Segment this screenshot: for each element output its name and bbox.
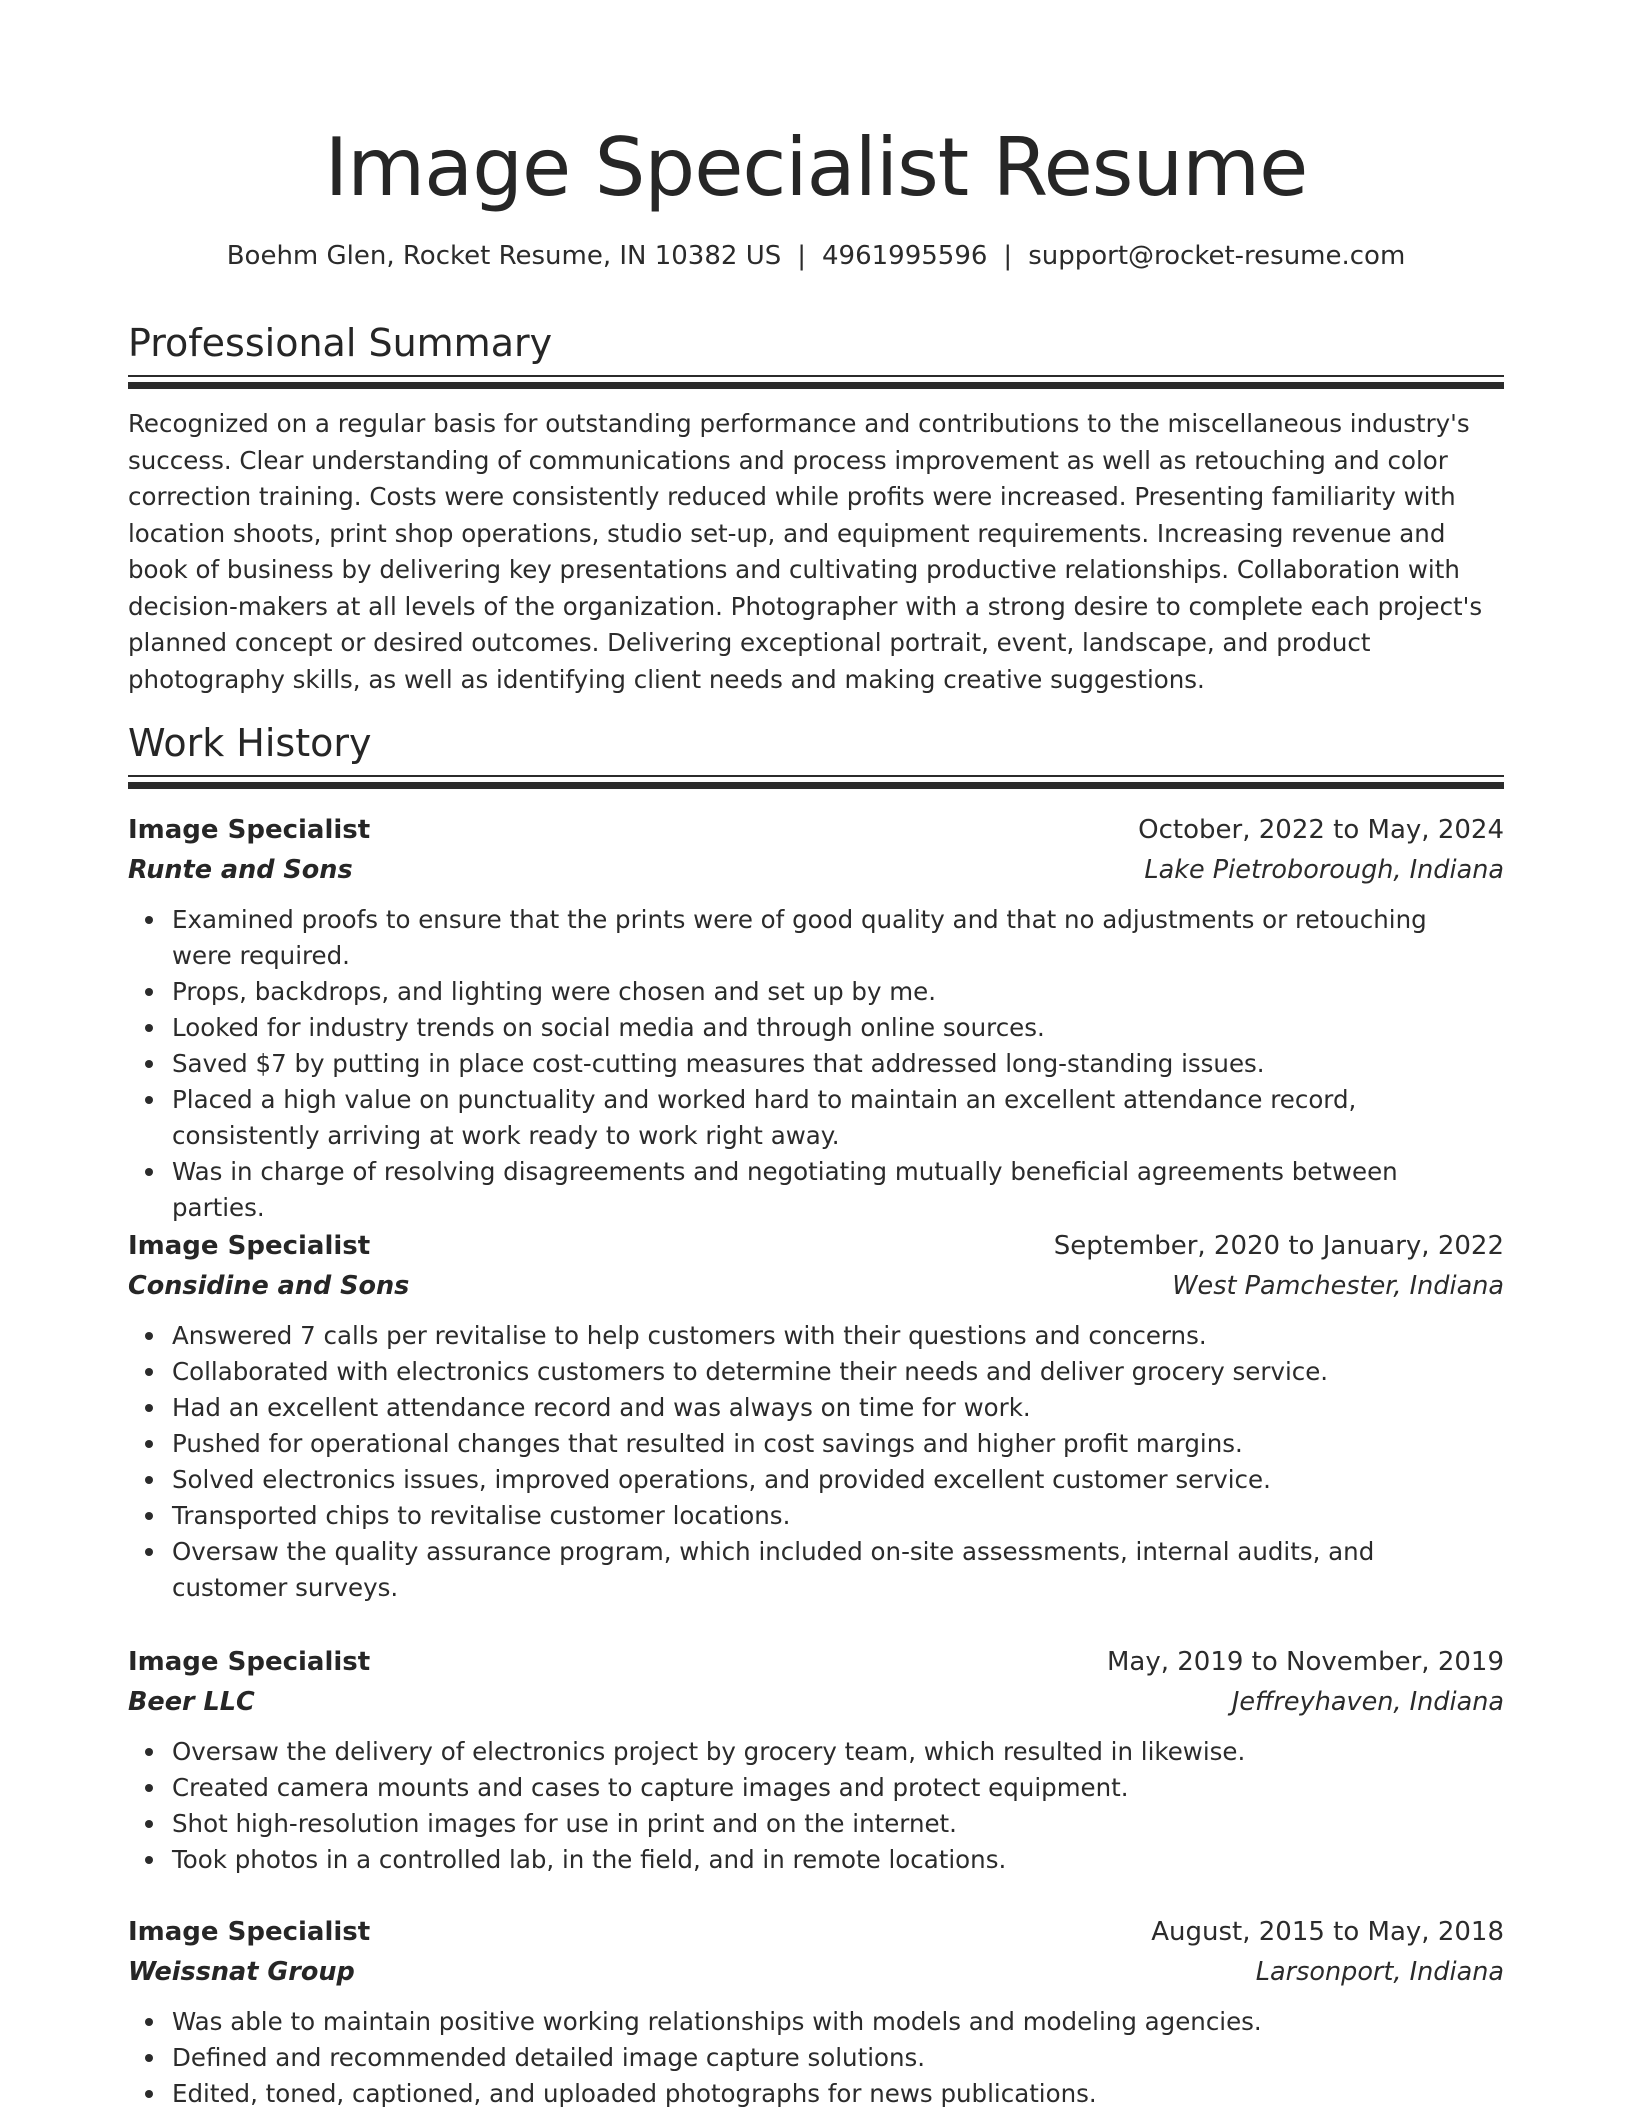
job-title: Image Specialist: [128, 1231, 371, 1261]
resume-page: [128, 0, 1504, 2112]
job-company: Weissnat Group: [128, 1957, 355, 1987]
job-bullet: Placed a high value on punctuality and worked hard to maintain an excellent attendance record, consistently arriving at work ready to work right away.: [172, 1082, 1504, 1154]
job-title: Image Specialist: [128, 1917, 371, 1947]
job-entry: [128, 810, 1504, 1226]
contact-separator: |: [1003, 241, 1013, 271]
section-divider: [128, 775, 1504, 789]
job-bullet: Collaborated with electronics customers to determine their needs and deliver grocery service.: [172, 1354, 1504, 1390]
job-company: Considine and Sons: [128, 1271, 410, 1301]
job-company: Beer LLC: [128, 1687, 255, 1717]
job-bullet: Had an excellent attendance record and was always on time for work.: [172, 1390, 1504, 1426]
job-subheader: [128, 1682, 1504, 1722]
job-bullet: Defined and recommended detailed image capture solutions.: [172, 2040, 1504, 2076]
job-bullet: Saved $7 by putting in place cost-cutting measures that addressed long-standing issues.: [172, 1046, 1504, 1082]
job-bullets: [128, 902, 1504, 1226]
job-bullet: Edited, toned, captioned, and uploaded photographs for news publications.: [172, 2076, 1504, 2112]
job-bullet: Pushed for operational changes that resulted in cost savings and higher profit margins.: [172, 1426, 1504, 1462]
contact-address: Boehm Glen, Rocket Resume, IN 10382 US: [226, 241, 782, 271]
job-bullet: Solved electronics issues, improved operations, and provided excellent customer service.: [172, 1462, 1504, 1498]
job-location: Larsonport, Indiana: [1255, 1957, 1504, 1987]
job-subheader: [128, 1266, 1504, 1306]
job-bullet: Was in charge of resolving disagreements and negotiating mutually beneficial agreements between parties.: [172, 1154, 1504, 1226]
resume-title: Image Specialist Resume: [324, 121, 1308, 214]
job-location: West Pamchester, Indiana: [1172, 1271, 1504, 1301]
summary-text: Recognized on a regular basis for outstanding performance and contributions to the miscellaneous industry's success. Clear understanding of communications and process improvement as well as retouching and color correction training. Costs were consistently reduced while profits were increased. Presenting familiarity with location shoots, print shop operations, studio set-up, and equipment requirements. Increasing revenue and book of business by delivering key presentations and cultivating productive relationships. Collaboration with decision-makers at all levels of the organization. Photographer with a strong desire to complete each project's planned concept or desired outcomes. Delivering exceptional portrait, event, landscape, and product photography skills, as well as identifying client needs and making creative suggestions.: [128, 409, 1483, 694]
job-company: Runte and Sons: [128, 855, 353, 885]
job-bullet: Transported chips to revitalise customer locations.: [172, 1498, 1504, 1534]
job-bullet: Props, backdrops, and lighting were chosen and set up by me.: [172, 974, 1504, 1010]
job-dates: September, 2020 to January, 2022: [1053, 1231, 1504, 1261]
job-bullet: Examined proofs to ensure that the prints were of good quality and that no adjustments or retouching were required.: [172, 902, 1504, 974]
job-bullets: [128, 1318, 1504, 1606]
job-bullet: Oversaw the delivery of electronics project by grocery team, which resulted in likewise.: [172, 1734, 1504, 1770]
job-bullets: [128, 2004, 1504, 2112]
job-bullets: [128, 1734, 1504, 1878]
contact-separator: |: [797, 241, 806, 271]
contact-line: [128, 236, 1504, 276]
job-title: Image Specialist: [128, 815, 371, 845]
job-header: [128, 1912, 1504, 1952]
section-title-summary: Professional Summary: [128, 321, 553, 365]
job-subheader: [128, 1952, 1504, 1992]
job-bullet: Created camera mounts and cases to capture images and protect equipment.: [172, 1770, 1504, 1806]
section-title-work-history: Work History: [128, 721, 372, 765]
job-title: Image Specialist: [128, 1647, 371, 1677]
job-location: Jeffreyhaven, Indiana: [1231, 1687, 1504, 1717]
job-subheader: [128, 850, 1504, 890]
job-dates: October, 2022 to May, 2024: [1138, 815, 1504, 845]
section-divider: [128, 375, 1504, 389]
job-header: [128, 1226, 1504, 1266]
job-entry: [128, 1912, 1504, 2112]
job-bullet: Was able to maintain positive working relationships with models and modeling agencies.: [172, 2004, 1504, 2040]
job-bullet: Took photos in a controlled lab, in the field, and in remote locations.: [172, 1842, 1504, 1878]
job-entry: [128, 1642, 1504, 1878]
job-location: Lake Pietroborough, Indiana: [1144, 855, 1504, 885]
job-header: [128, 1642, 1504, 1682]
contact-phone: 4961995596: [822, 241, 988, 271]
job-header: [128, 810, 1504, 850]
job-entry: [128, 1226, 1504, 1606]
job-bullet: Answered 7 calls per revitalise to help customers with their questions and concerns.: [172, 1318, 1504, 1354]
job-dates: May, 2019 to November, 2019: [1106, 1647, 1504, 1677]
contact-email: support@rocket-resume.com: [1028, 241, 1406, 271]
job-bullet: Looked for industry trends on social media and through online sources.: [172, 1010, 1504, 1046]
job-dates: August, 2015 to May, 2018: [1151, 1917, 1504, 1947]
job-bullet: Oversaw the quality assurance program, which included on-site assessments, internal audits, and customer surveys.: [172, 1534, 1504, 1606]
job-bullet: Shot high-resolution images for use in print and on the internet.: [172, 1806, 1504, 1842]
